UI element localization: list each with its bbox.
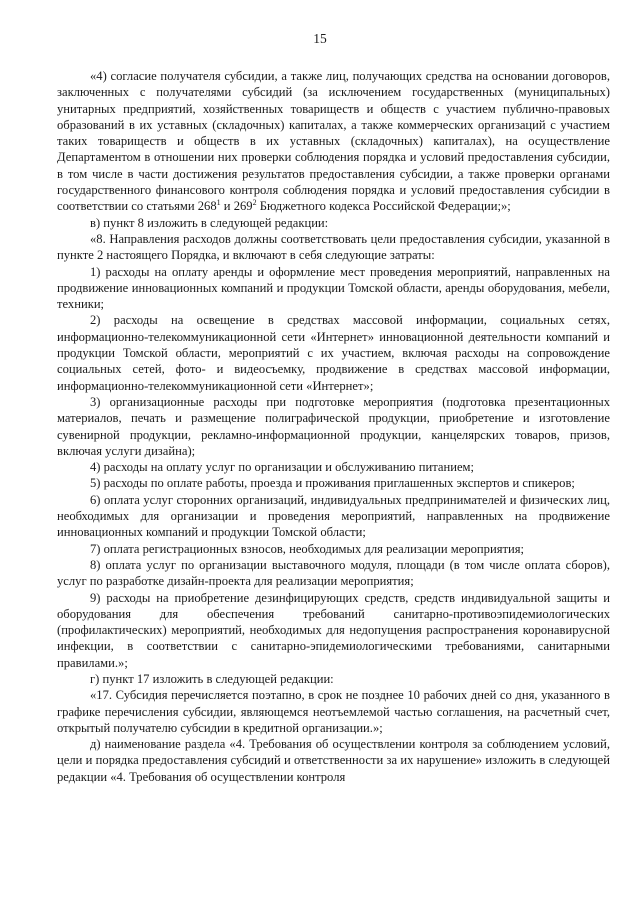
paragraph-item-g: г) пункт 17 изложить в следующей редакции: — [90, 671, 334, 686]
consent-clause-text-continued: и 269 — [220, 199, 253, 214]
paragraph-expense-2: 2) расходы на освещение в средствах массовой информации, социальных сетях, информационно-телекоммуникационной сети «Интернет» инновационной деятельности компаний и продукции Томской области, мероприятий с их участием, включая расходы на сопровождение социальных сетей, фото- и видеосъемку, продвижение в средствах массовой информации, информационно-телекоммуникационной сети «Интернет»; — [57, 313, 610, 393]
paragraph-expense-6: 6) оплата услуг сторонних организаций, индивидуальных предпринимателей и физических лиц, необходимых для организации и проведения мероприятий, направленных на продвижение инновационных компаний и продукции Томской области; — [57, 492, 610, 540]
paragraph-clause-17: «17. Субсидия перечисляется поэтапно, в срок не позднее 10 рабочих дней со дня, указанного в графике перечисления субсидии, являющемся неотъемлемой частью соглашения, на расчетный счет, открытый получателю субсидии в кредитной организации.»; — [57, 688, 610, 735]
paragraph-expense-8: 8) оплата услуг по организации выставочного модуля, площади (в том числе оплата сборов), услуг по разработке дизайн-проекта для реализации мероприятия; — [57, 557, 610, 589]
article-269-superscript: 2 — [252, 198, 257, 208]
paragraph-clause-8: «8. Направления расходов должны соответствовать цели предоставления субсидии, указанной в пункте 2 настоящего Порядка, и включают в себя следующие затраты: — [57, 231, 610, 263]
paragraph-item-v: в) пункт 8 изложить в следующей редакции: — [90, 215, 329, 230]
article-268-superscript: 1 — [216, 198, 221, 208]
consent-clause-text: «4) согласие получателя субсидии, а также лиц, получающих средства на основании договоров, заключенных с получателями субсидий (за исключением государственных (муниципальных) унитарных предприятий, хозяйственных товариществ и обществ с участием публично-правовых образований в их уставных (складочных) капиталах, а также коммерческих организаций с участием таких товариществ и обществ в их уставных (складочных) капиталах), на осуществление Департаментом в отношении них проверки соблюдения порядка и условий предоставления субсидии, в том числе в части достижения результатов предоставления субсидии, а также проверки органами государственного финансового контроля соблюдения порядка и условий предоставления субсидии в соответствии со статьями 268 — [57, 69, 610, 214]
paragraph-expense-3: 3) организационные расходы при подготовке мероприятия (подготовка презентационных материалов, печать и размещение полиграфической продукции, приобретение и изготовление сувенирной продукции, рекламно-информационной продукции, канцелярских товаров, призов, включая услуги дизайна); — [57, 394, 610, 458]
paragraph-expense-7: 7) оплата регистрационных взносов, необходимых для реализации мероприятия; — [90, 541, 525, 556]
paragraph-expense-5: 5) расходы по оплате работы, проезда и проживания приглашенных экспертов и спикеров; — [90, 476, 575, 491]
paragraph-consent-clause — [57, 68, 610, 215]
paragraph-item-d: д) наименование раздела «4. Требования об осуществлении контроля за соблюдением условий, цели и порядка предоставления субсидий и ответственности за их нарушение» изложить в следующей редакции «4. Требования об осуществлении контроля — [57, 737, 610, 784]
page-number: 15 — [313, 31, 327, 46]
paragraph-expense-1: 1) расходы на оплату аренды и оформление мест проведения мероприятий, направленных на продвижение инновационных компаний и продукции Томской области, аренды оборудования, мебели, техники; — [57, 264, 610, 312]
paragraph-expense-9: 9) расходы на приобретение дезинфицирующих средств, средств индивидуальной защиты и оборудования для обеспечения требований санитарно-противоэпидемиологических (профилактических) мероприятий, необходимых для недопущения распространения коронавирусной инфекции, в соответствии с санитарно-эпидемиологическими требованиями, санитарными правилами.»; — [57, 590, 610, 670]
consent-clause-text-end: Бюджетного кодекса Российской Федерации;»; — [256, 199, 511, 214]
paragraph-expense-4: 4) расходы на оплату услуг по организации и обслуживанию питанием; — [90, 460, 474, 475]
document-body — [57, 68, 610, 785]
